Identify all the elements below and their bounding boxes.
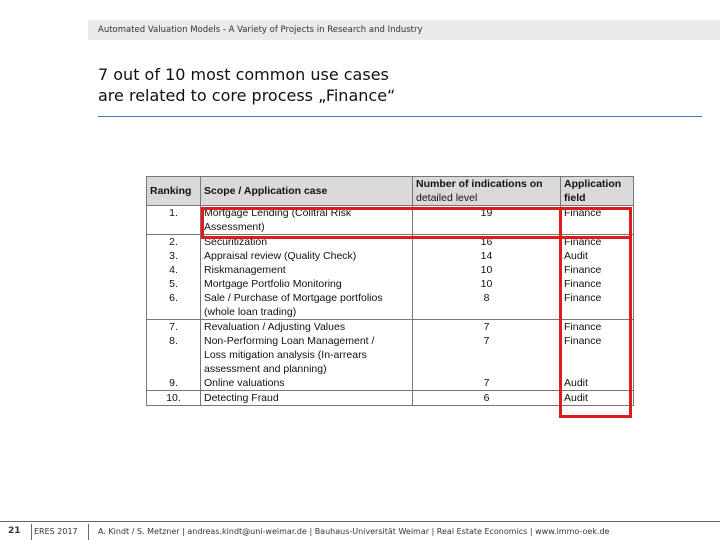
table-row: [147, 334, 634, 376]
header-bar: [88, 20, 720, 40]
cell-field: Finance: [561, 263, 634, 277]
cell-scope: [201, 334, 413, 376]
cell-indications: 10: [413, 263, 561, 277]
header-text: Automated Valuation Models - A Variety of Projects in Research and Industry: [98, 25, 423, 35]
table-row: [147, 391, 634, 406]
table-row: [147, 263, 634, 277]
cell-field: Audit: [561, 391, 634, 406]
table-row: [147, 320, 634, 335]
table-row: [147, 206, 634, 235]
footer-separator: [31, 524, 32, 540]
cell-rank: 1.: [147, 206, 201, 235]
cell-scope-line: Appraisal review (Quality Check): [204, 250, 357, 262]
cell-indications: 7: [413, 320, 561, 335]
footer-credits: A. Kindt / S. Metzner | andreas.kindt@uni-weimar.de | Bauhaus-Universität Weimar | Real Estate Economics | www.immo-oek.de: [98, 527, 610, 536]
cell-rank: 10.: [147, 391, 201, 406]
cell-rank: 6.: [147, 291, 201, 320]
slide-title: [98, 64, 658, 106]
table-row: [147, 277, 634, 291]
event-label: ERES 2017: [34, 527, 78, 536]
cell-scope: [201, 320, 413, 335]
cell-indications: 7: [413, 376, 561, 391]
cell-indications: 8: [413, 291, 561, 320]
cell-rank: 4.: [147, 263, 201, 277]
cell-scope: [201, 206, 413, 235]
cell-field: Finance: [561, 334, 634, 376]
cell-field: Finance: [561, 206, 634, 235]
cell-rank: 9.: [147, 376, 201, 391]
cell-scope-line: Riskmanagement: [204, 264, 286, 276]
cell-scope: [201, 235, 413, 250]
cell-scope: [201, 263, 413, 277]
table-row: [147, 235, 634, 250]
header-field: Application field: [561, 177, 634, 206]
slide-title-line-1: 7 out of 10 most common use cases: [98, 65, 389, 84]
cell-rank: 7.: [147, 320, 201, 335]
cell-field: Finance: [561, 291, 634, 320]
cell-indications: 7: [413, 334, 561, 376]
cell-scope-line: Sale / Purchase of Mortgage portfolios: [204, 292, 383, 304]
slide-title-line-2: are related to core process „Finance“: [98, 86, 396, 105]
cell-indications: 14: [413, 249, 561, 263]
table-header-row: [147, 177, 634, 206]
cell-scope: [201, 391, 413, 406]
cell-indications: 6: [413, 391, 561, 406]
cell-field: Finance: [561, 277, 634, 291]
cell-scope-line: assessment and planning): [204, 363, 327, 375]
cell-field: Audit: [561, 376, 634, 391]
cell-scope: [201, 376, 413, 391]
cell-rank: 5.: [147, 277, 201, 291]
cell-scope-line: Loss mitigation analysis (In-arrears: [204, 349, 367, 361]
table-row: [147, 249, 634, 263]
cell-indications: 16: [413, 235, 561, 250]
cell-field: Audit: [561, 249, 634, 263]
table-row: [147, 291, 634, 320]
table-row: [147, 376, 634, 391]
cell-scope-line: Detecting Fraud: [204, 392, 279, 404]
cell-rank: 2.: [147, 235, 201, 250]
cell-indications: 10: [413, 277, 561, 291]
cell-scope-line: Mortgage Portfolio Monitoring: [204, 278, 342, 290]
use-cases-table-image: [146, 176, 633, 419]
cell-scope-line: Online valuations: [204, 377, 285, 389]
page-number: 21: [8, 526, 21, 536]
cell-scope: [201, 277, 413, 291]
use-cases-table: [146, 176, 634, 406]
cell-indications: 19: [413, 206, 561, 235]
header-scope: Scope / Application case: [201, 177, 413, 206]
cell-scope-line: Revaluation / Adjusting Values: [204, 321, 346, 333]
cell-scope-line: Non-Performing Loan Management /: [204, 335, 375, 347]
cell-field: Finance: [561, 235, 634, 250]
cell-scope-line: (whole loan trading): [204, 306, 297, 318]
header-ranking: Ranking: [147, 177, 201, 206]
cell-scope-line: Mortgage Lending (Colltral Risk: [204, 207, 352, 219]
cell-scope: [201, 291, 413, 320]
cell-scope-line: Securitization: [204, 236, 268, 248]
cell-rank: 3.: [147, 249, 201, 263]
title-divider: [98, 116, 702, 117]
cell-field: Finance: [561, 320, 634, 335]
cell-rank: 8.: [147, 334, 201, 376]
cell-scope: [201, 249, 413, 263]
footer-separator: [88, 524, 89, 540]
cell-scope-line: Assessment): [204, 221, 265, 233]
header-indications: Number of indications on detailed level: [413, 177, 561, 206]
